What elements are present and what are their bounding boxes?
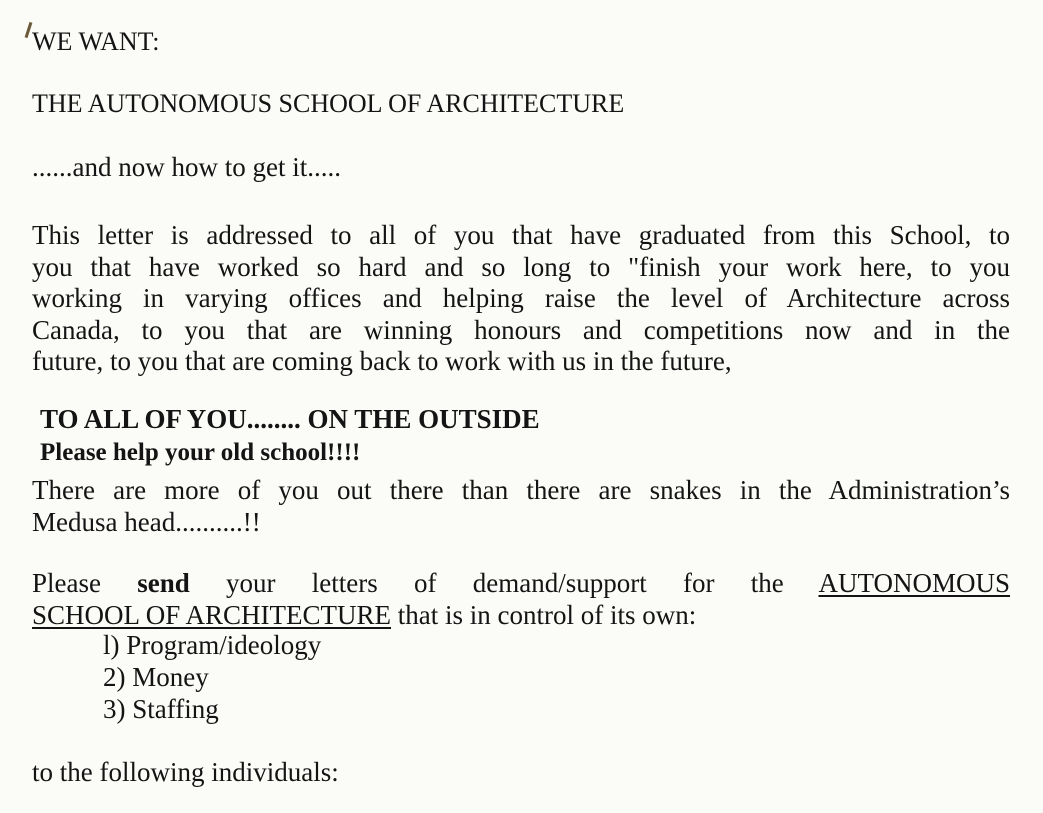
send-middle: your letters of demand/support for the <box>226 568 784 598</box>
send-line-2 <box>32 600 1010 632</box>
school-of-architecture-underlined: SCHOOL OF ARCHITECTURE <box>32 599 392 630</box>
heading-we-want: WE WANT: <box>32 27 160 56</box>
send-rest: that is in control of its own: <box>397 599 697 630</box>
list-item-money: 2) Money <box>103 662 209 692</box>
help-line: Please help your old school!!!! <box>40 439 361 466</box>
tagline: ......and now how to get it..... <box>32 152 341 182</box>
send-paragraph <box>32 568 1010 631</box>
send-line-1 <box>32 568 1010 600</box>
outside-heading: TO ALL OF YOU........ ON THE OUTSIDE <box>40 404 540 434</box>
send-please: Please <box>32 568 101 598</box>
snakes-paragraph <box>32 475 1010 538</box>
snakes-line-2: Medusa head..........!! <box>32 506 261 537</box>
send-word: send <box>137 568 190 598</box>
list-item-program: l) Program/ideology <box>103 630 322 660</box>
letter-line-3: working in varying offices and helping raise the level of Architecture across <box>32 283 1010 313</box>
letter-paragraph <box>32 220 1010 378</box>
letter-line-5: future, to you that are coming back to work with us in the future, <box>32 346 732 376</box>
letter-line-2: you that have worked so hard and so long to "finish your work here, to you <box>32 251 1010 282</box>
snakes-line-1: There are more of you out there than there are snakes in the Administration’s <box>32 475 1010 505</box>
heading-school-title: THE AUTONOMOUS SCHOOL OF ARCHITECTURE <box>32 89 625 118</box>
letter-line-4: Canada, to you that are winning honours and competitions now and in the <box>32 314 1010 345</box>
letter-line-1: This letter is addressed to all of you that have graduated from this School, to <box>32 220 1010 250</box>
list-item-staffing: 3) Staffing <box>103 694 219 724</box>
autonomous-underlined: AUTONOMOUS <box>818 568 1011 598</box>
closing-line: to the following individuals: <box>32 757 339 787</box>
